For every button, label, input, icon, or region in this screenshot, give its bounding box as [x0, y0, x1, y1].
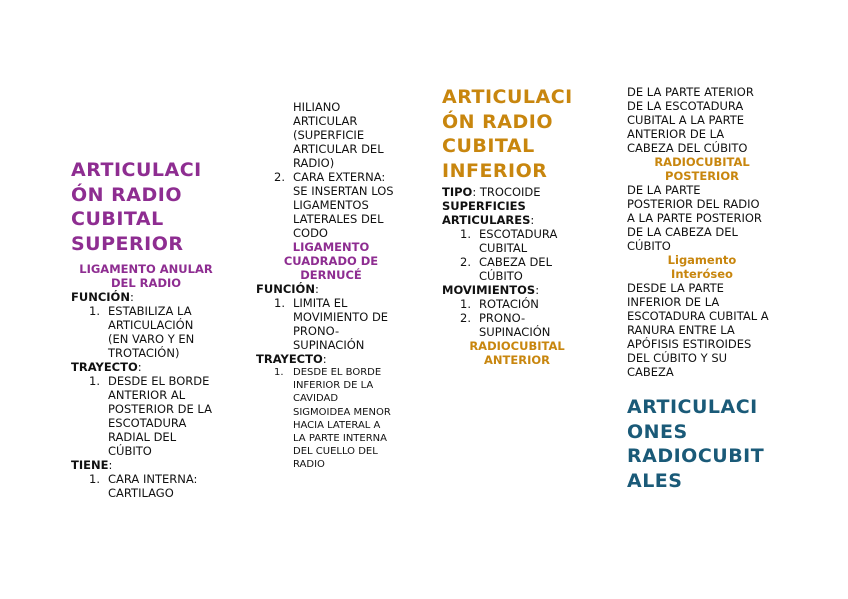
column-3 — [442, 85, 612, 367]
column-2 — [256, 100, 421, 472]
subtitle-ligamento-interoseo: Ligamento Interóseo — [667, 253, 737, 281]
list-item: 1. ESTABILIZA LA ARTICULACIÓN (EN VARO Y EN TROTACIÓN) — [89, 304, 195, 360]
list-item-text: PRONO- SUPINACIÓN — [479, 311, 551, 339]
section-title-superior: ARTICULACI ÓN RADIO CUBITAL SUPERIOR — [71, 159, 202, 255]
list-item-text: CABEZA DEL CÚBITO — [479, 255, 552, 283]
paragraph-posterior: DE LA PARTE POSTERIOR DEL RADIO A LA PARTE POSTERIOR DE LA CABEZA DEL CÚBITO — [627, 183, 762, 253]
subtitle-radiocubital-posterior: RADIOCUBITAL POSTERIOR — [654, 155, 750, 183]
funcion-heading: FUNCIÓN: — [256, 282, 319, 296]
tiene-label: TIENE — [71, 458, 109, 472]
funcion-label: FUNCIÓN — [71, 290, 130, 304]
section-title-inferior: ARTICULACI ÓN RADIO CUBITAL INFERIOR — [442, 86, 573, 182]
tipo-line — [442, 185, 612, 199]
paragraph-anterior: DE LA PARTE ATERIOR DE LA ESCOTADURA CUBITAL A LA PARTE ANTERIOR DE LA CABEZA DEL CÚBITO — [627, 85, 754, 155]
list-item: 1. ESCOTADURA CUBITAL — [460, 227, 558, 255]
list-item: 2. CARA EXTERNA: SE INSERTAN LOS LIGAMENTOS LATERALES DEL CODO — [274, 170, 394, 240]
tiene-heading: TIENE: — [71, 458, 113, 472]
column-4 — [627, 85, 832, 493]
tipo-label: TIPO — [442, 185, 473, 199]
superficies-heading: SUPERFICIES ARTICULARES: — [442, 199, 535, 227]
funcion-label: FUNCIÓN — [256, 282, 315, 296]
funcion-heading: FUNCIÓN: — [71, 290, 134, 304]
main-title-radiocubitales: ARTICULACI ONES RADIOCUBIT ALES — [627, 396, 765, 492]
list-item-text: DESDE EL BORDE INFERIOR DE LA CAVIDAD SIGMOIDEA MENOR HACIA LATERAL A LA PARTE INTERNA DEL CUELLO DEL RADIO — [293, 367, 391, 471]
list-item-text: ROTACIÓN — [479, 297, 539, 311]
movimientos-heading: MOVIMIENTOS: — [442, 283, 540, 297]
trayecto-heading: TRAYECTO: — [256, 352, 327, 366]
superficies-label: SUPERFICIES ARTICULARES — [442, 199, 531, 227]
trayecto-label: TRAYECTO — [256, 352, 323, 366]
continued-text: HILIANO ARTICULAR (SUPERFICIE ARTICULAR DEL RADIO) — [293, 100, 384, 170]
trayecto-label: TRAYECTO — [71, 360, 138, 374]
column-1 — [71, 158, 231, 500]
list-item: 2. PRONO- SUPINACIÓN — [460, 311, 551, 339]
list-item: 1. LIMITA EL MOVIMIENTO DE PRONO- SUPINACIÓN — [274, 296, 389, 352]
list-item: 1. ROTACIÓN — [460, 297, 539, 311]
tipo-value: : TROCOIDE — [472, 185, 541, 199]
list-item-text: ESCOTADURA CUBITAL — [479, 227, 558, 255]
list-item-text: CARA INTERNA: CARTILAGO — [108, 472, 198, 500]
subtitle-radiocubital-anterior: RADIOCUBITAL ANTERIOR — [469, 339, 565, 367]
list-item-text: LIMITA EL MOVIMIENTO DE PRONO- SUPINACIÓN — [293, 296, 389, 352]
paragraph-interoseo: DESDE LA PARTE INFERIOR DE LA ESCOTADURA CUBITAL A RANURA ENTRE LA APÓFISIS ESTIROIDES DEL CÚBITO Y SU CABEZA — [627, 281, 769, 379]
list-item-text: DESDE EL BORDE ANTERIOR AL POSTERIOR DE LA ESCOTADURA RADIAL DEL CÚBITO — [108, 374, 212, 458]
movimientos-label: MOVIMIENTOS — [442, 283, 536, 297]
list-item-text: CARA EXTERNA: SE INSERTAN LOS LIGAMENTOS LATERALES DEL CODO — [293, 170, 394, 240]
trayecto-heading: TRAYECTO: — [71, 360, 142, 374]
list-item: 1. DESDE EL BORDE INFERIOR DE LA CAVIDAD SIGMOIDEA MENOR HACIA LATERAL A LA PARTE INTERNA DEL CUELLO DEL RADIO — [274, 367, 391, 471]
list-item: 1. DESDE EL BORDE ANTERIOR AL POSTERIOR DE LA ESCOTADURA RADIAL DEL CÚBITO — [89, 374, 212, 458]
list-item-text: ESTABILIZA LA ARTICULACIÓN (EN VARO Y EN TROTACIÓN) — [108, 304, 195, 360]
subtitle-ligamento-anular: LIGAMENTO ANULAR DEL RADIO — [79, 262, 213, 290]
list-item: 2. CABEZA DEL CÚBITO — [460, 255, 552, 283]
subtitle-ligamento-cuadrado: LIGAMENTO CUADRADO DE DERNUCÉ — [283, 240, 379, 282]
list-item: 1. CARA INTERNA: CARTILAGO — [89, 472, 198, 500]
